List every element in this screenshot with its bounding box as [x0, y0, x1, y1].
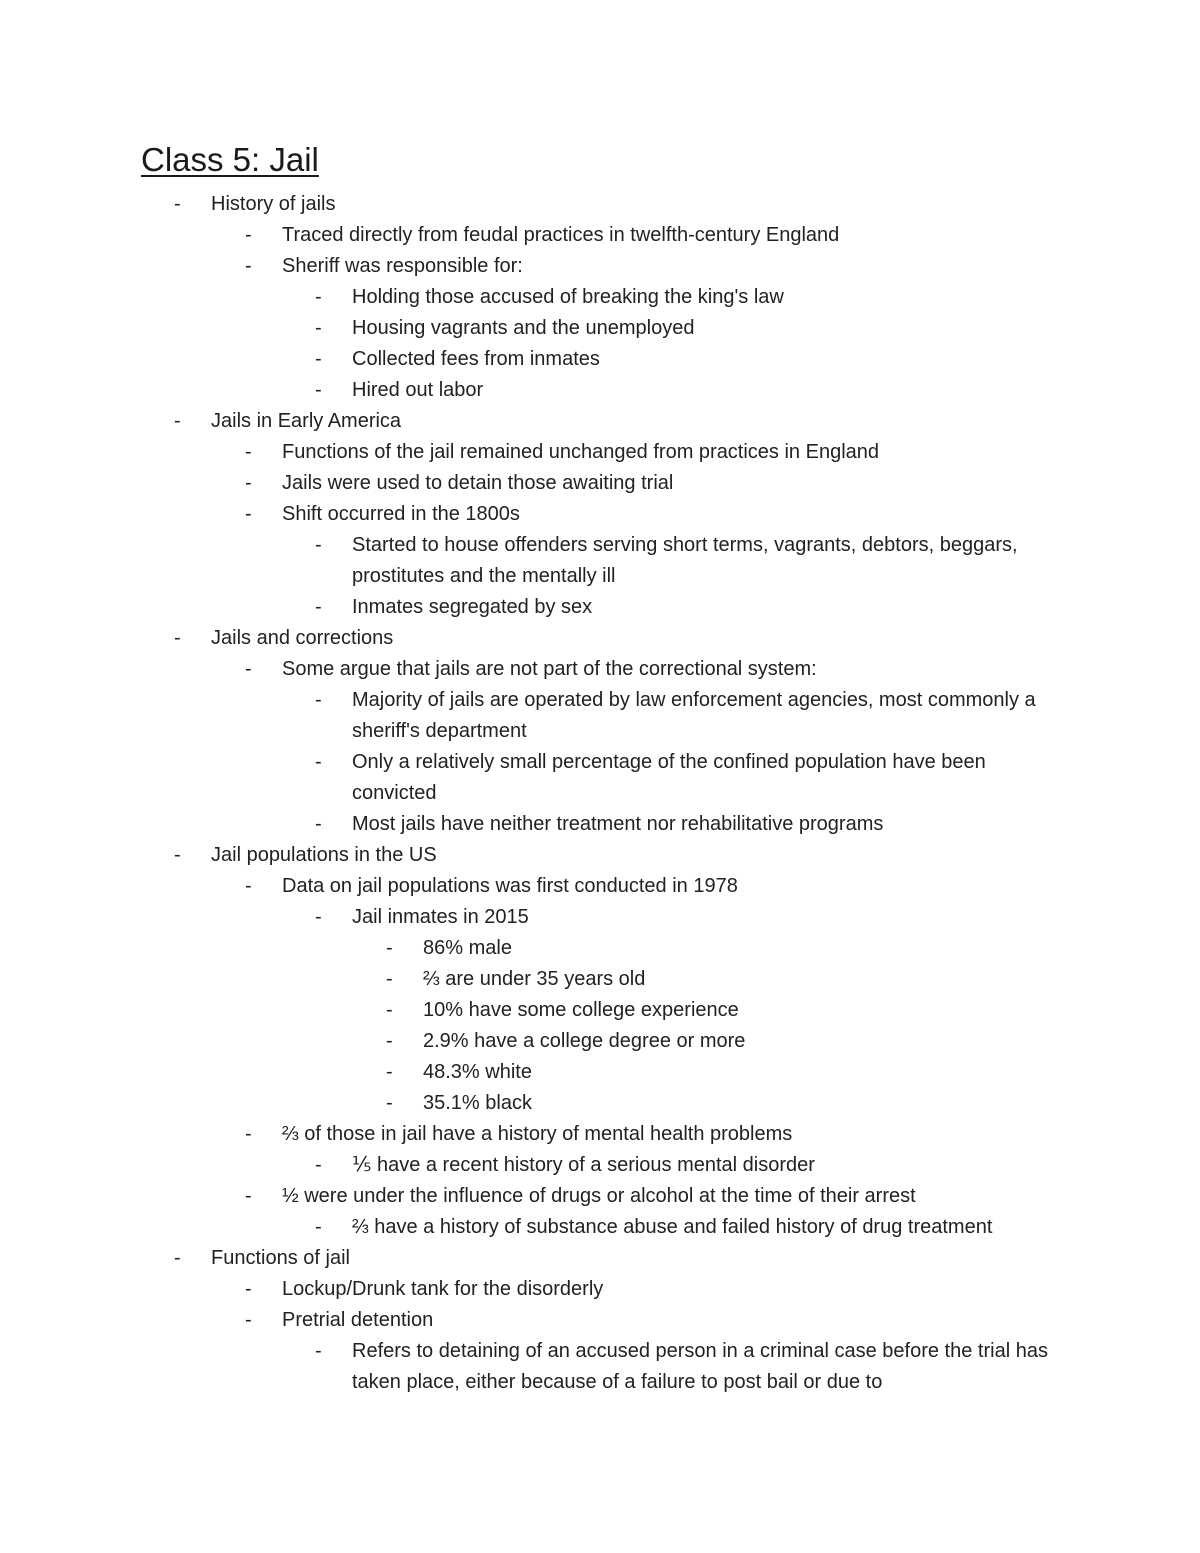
- bullet-dash: -: [315, 317, 322, 339]
- list-item-text: Lockup/Drunk tank for the disorderly: [282, 1278, 604, 1300]
- bullet-dash: -: [315, 751, 322, 773]
- list-item-text: Shift occurred in the 1800s: [282, 503, 520, 525]
- list-item-level-2: [0, 220, 1200, 251]
- bullet-dash: -: [315, 813, 322, 835]
- list-item-text: Jail inmates in 2015: [352, 906, 529, 928]
- list-item-level-2: [0, 1119, 1200, 1150]
- list-item-text: History of jails: [211, 193, 336, 215]
- list-item-text: 10% have some college experience: [423, 999, 739, 1021]
- bullet-dash: -: [315, 379, 322, 401]
- list-item-text: Functions of jail: [211, 1247, 350, 1269]
- bullet-dash: -: [174, 1247, 181, 1269]
- page-title: Class 5: Jail: [141, 141, 319, 178]
- bullet-dash: -: [245, 658, 252, 680]
- bullet-dash: -: [245, 503, 252, 525]
- list-item-level-3: [0, 902, 1200, 933]
- bullet-dash: -: [245, 472, 252, 494]
- list-item-level-1: [0, 406, 1200, 437]
- list-item-text: Pretrial detention: [282, 1309, 434, 1331]
- list-item-level-2: [0, 1305, 1200, 1336]
- list-item-level-4: [0, 1088, 1200, 1119]
- list-item-text: ⅔ of those in jail have a history of mental health problems: [282, 1123, 793, 1145]
- bullet-dash: -: [245, 441, 252, 463]
- bullet-dash: -: [315, 596, 322, 618]
- list-item-level-3: [0, 747, 1200, 809]
- list-item-text: ⅕ have a recent history of a serious mental disorder: [352, 1154, 815, 1176]
- bullet-dash: -: [245, 1123, 252, 1145]
- bullet-dash: -: [315, 534, 322, 556]
- list-item-level-2: [0, 251, 1200, 282]
- list-item-level-3: [0, 282, 1200, 313]
- list-item-text: Housing vagrants and the unemployed: [352, 317, 695, 339]
- list-item-level-3: [0, 809, 1200, 840]
- bullet-dash: -: [386, 968, 393, 990]
- list-item-level-3: [0, 344, 1200, 375]
- list-item-text: Some argue that jails are not part of the correctional system:: [282, 658, 817, 680]
- list-item-text: 2.9% have a college degree or more: [423, 1030, 746, 1052]
- list-item-text: Holding those accused of breaking the king's law: [352, 286, 784, 308]
- list-item-level-2: [0, 499, 1200, 530]
- list-item-text: Collected fees from inmates: [352, 348, 600, 370]
- list-item-text: Functions of the jail remained unchanged from practices in England: [282, 441, 880, 463]
- list-item-level-1: [0, 840, 1200, 871]
- bullet-dash: -: [174, 627, 181, 649]
- list-item-text: Jails in Early America: [211, 410, 402, 432]
- list-item-text: Hired out labor: [352, 379, 484, 401]
- bullet-dash: -: [245, 255, 252, 277]
- list-item-level-3: [0, 1336, 1200, 1398]
- list-item-text: Data on jail populations was first conducted in 1978: [282, 875, 738, 897]
- list-item-text: Started to house offenders serving short terms, vagrants, debtors, beggars, prostitutes and the mentally ill: [352, 534, 1018, 587]
- list-item-text: ½ were under the influence of drugs or alcohol at the time of their arrest: [282, 1185, 916, 1207]
- list-item-text: Majority of jails are operated by law enforcement agencies, most commonly a sheriff's department: [352, 689, 1036, 742]
- list-item-level-3: [0, 685, 1200, 747]
- bullet-dash: -: [315, 348, 322, 370]
- bullet-dash: -: [386, 1061, 393, 1083]
- list-item-level-3: [0, 1212, 1200, 1243]
- bullet-dash: -: [386, 1030, 393, 1052]
- bullet-dash: -: [245, 224, 252, 246]
- list-item-level-4: [0, 1026, 1200, 1057]
- list-item-text: 86% male: [423, 937, 512, 959]
- list-item-level-2: [0, 871, 1200, 902]
- list-item-level-3: [0, 375, 1200, 406]
- list-item-level-1: [0, 189, 1200, 220]
- bullet-dash: -: [386, 999, 393, 1021]
- bullet-dash: -: [245, 1185, 252, 1207]
- bullet-dash: -: [315, 1216, 322, 1238]
- bullet-dash: -: [315, 286, 322, 308]
- list-item-level-2: [0, 437, 1200, 468]
- list-item-level-3: [0, 313, 1200, 344]
- list-item-text: 48.3% white: [423, 1061, 532, 1083]
- list-item-level-3: [0, 1150, 1200, 1181]
- bullet-dash: -: [315, 689, 322, 711]
- list-item-level-4: [0, 995, 1200, 1026]
- list-item-text: 35.1% black: [423, 1092, 532, 1114]
- list-item-text: Most jails have neither treatment nor rehabilitative programs: [352, 813, 884, 835]
- list-item-level-4: [0, 933, 1200, 964]
- bullet-dash: -: [245, 875, 252, 897]
- bullet-dash: -: [386, 1092, 393, 1114]
- list-item-level-2: [0, 654, 1200, 685]
- list-item-text: Jails and corrections: [211, 627, 394, 649]
- bullet-dash: -: [315, 906, 322, 928]
- list-item-text: ⅔ have a history of substance abuse and failed history of drug treatment: [352, 1216, 993, 1238]
- list-item-level-3: [0, 530, 1200, 592]
- bullet-dash: -: [245, 1278, 252, 1300]
- list-item-text: Jails were used to detain those awaiting trial: [282, 472, 674, 494]
- list-item-text: ⅔ are under 35 years old: [423, 968, 646, 990]
- list-item-level-2: [0, 1274, 1200, 1305]
- list-item-text: Inmates segregated by sex: [352, 596, 593, 618]
- bullet-dash: -: [315, 1154, 322, 1176]
- list-item-level-1: [0, 1243, 1200, 1274]
- list-item-text: Traced directly from feudal practices in twelfth-century England: [282, 224, 840, 246]
- bullet-dash: -: [245, 1309, 252, 1331]
- list-item-level-3: [0, 592, 1200, 623]
- notes-outline: [0, 189, 1200, 1398]
- bullet-dash: -: [386, 937, 393, 959]
- list-item-level-4: [0, 964, 1200, 995]
- list-item-level-2: [0, 468, 1200, 499]
- list-item-level-4: [0, 1057, 1200, 1088]
- list-item-level-1: [0, 623, 1200, 654]
- list-item-level-2: [0, 1181, 1200, 1212]
- bullet-dash: -: [315, 1340, 322, 1362]
- bullet-dash: -: [174, 193, 181, 215]
- bullet-dash: -: [174, 844, 181, 866]
- bullet-dash: -: [174, 410, 181, 432]
- list-item-text: Only a relatively small percentage of the confined population have been convicted: [352, 751, 986, 804]
- list-item-text: Jail populations in the US: [211, 844, 437, 866]
- list-item-text: Refers to detaining of an accused person in a criminal case before the trial has taken place, either because of a failure to post bail or due to: [352, 1340, 1048, 1393]
- list-item-text: Sheriff was responsible for:: [282, 255, 523, 277]
